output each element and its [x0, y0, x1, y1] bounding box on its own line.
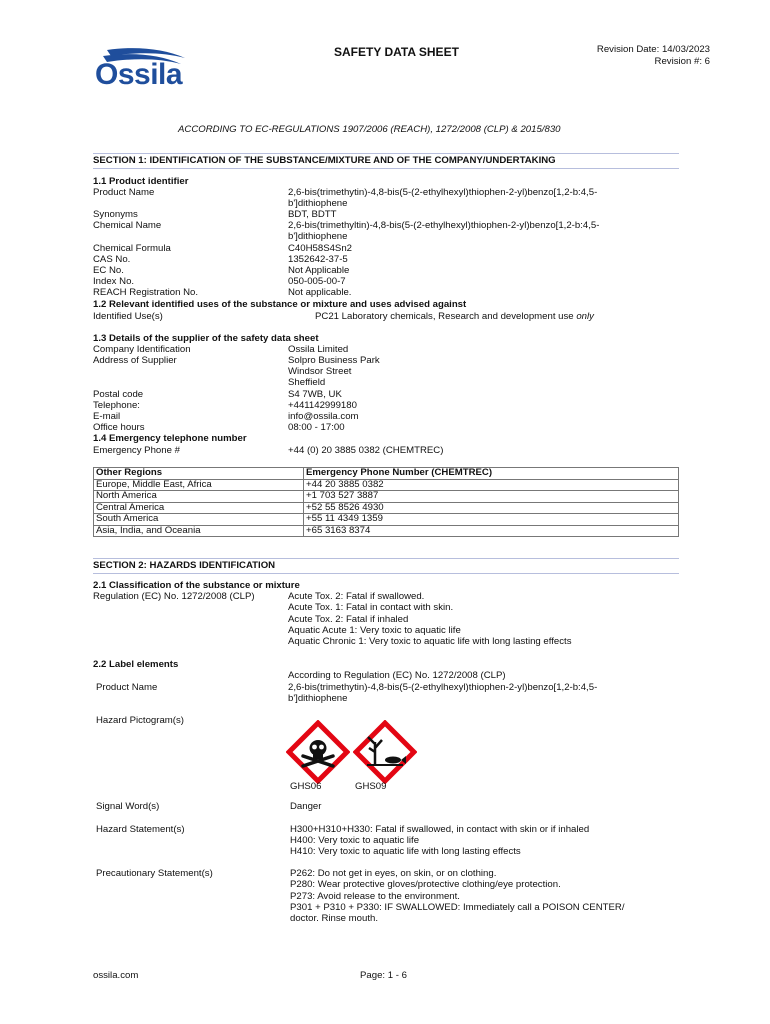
- table-cell: +52 55 8526 4930: [304, 502, 679, 514]
- email-label: E-mail: [93, 411, 121, 422]
- hazard-line: H300+H310+H330: Fatal if swallowed, in contact with skin or if inhaled: [290, 824, 590, 835]
- chemical-name-row: [93, 220, 683, 231]
- address-line: Windsor Street: [288, 366, 352, 377]
- address-label: Address of Supplier: [93, 355, 177, 366]
- footer-site-link[interactable]: ossila.com: [93, 970, 139, 981]
- hours-label: Office hours: [93, 422, 145, 433]
- label-product-name-label: Product Name: [96, 682, 158, 693]
- subheading-2-1: 2.1 Classification of the substance or mixture: [93, 580, 300, 591]
- footer-page-number: Page: 1 - 6: [360, 970, 407, 981]
- synonyms-label: Synonyms: [93, 209, 138, 220]
- label-product-name-value: 2,6-bis(trimethytin)-4,8-bis(5-(2-ethylhexyl)thiophen-2-yl)benzo[1,2-b:4,5-: [288, 682, 598, 693]
- product-name-label: Product Name: [93, 187, 155, 198]
- chemical-name-label: Chemical Name: [93, 220, 162, 231]
- chemical-name-value: 2,6-bis(trimethyltin)-4,8-bis(5-(2-ethylhexyl)thiophen-2-yl)benzo[1,2-b:4,5-: [288, 220, 600, 231]
- index-value: 050-005-00-7: [288, 276, 346, 287]
- formula-label: Chemical Formula: [93, 243, 171, 254]
- subheading-1-3: 1.3 Details of the supplier of the safety data sheet: [93, 333, 319, 344]
- product-name-row: [93, 187, 683, 198]
- postal-value: S4 7WB, UK: [288, 389, 342, 400]
- according-line: According to Regulation (EC) No. 1272/2008 (CLP): [288, 670, 506, 681]
- label-product-name-value-cont: b']dithiophene: [288, 693, 348, 704]
- table-cell: Europe, Middle East, Africa: [94, 479, 304, 491]
- address-line: Solpro Business Park: [288, 355, 380, 366]
- cas-label: CAS No.: [93, 254, 131, 265]
- index-label: Index No.: [93, 276, 135, 287]
- table-cell: Asia, India, and Oceania: [94, 525, 304, 537]
- table-cell: +44 20 3885 0382: [304, 479, 679, 491]
- logo-wordmark: Ossila: [95, 58, 183, 91]
- hours-value: 08:00 - 17:00: [288, 422, 345, 433]
- phone-row: [93, 400, 683, 411]
- section1-title: SECTION 1: IDENTIFICATION OF THE SUBSTANCE/MIXTURE AND OF THE COMPANY/UNDERTAKING: [93, 155, 556, 166]
- table-cell: +55 11 4349 1359: [304, 514, 679, 526]
- table-row: [94, 491, 679, 503]
- uses-label: Identified Use(s): [93, 311, 163, 322]
- ec-label: EC No.: [93, 265, 124, 276]
- revision-number: Revision #: 6: [654, 56, 710, 67]
- emergency-table: [93, 467, 679, 537]
- uses-value-emphasis: only: [576, 311, 594, 322]
- uses-value-wrap: [315, 311, 594, 322]
- formula-row: [93, 243, 683, 254]
- pictogram-label: Hazard Pictogram(s): [96, 715, 184, 726]
- regulation-label: Regulation (EC) No. 1272/2008 (CLP): [93, 591, 255, 602]
- cas-value: 1352642-37-5: [288, 254, 348, 265]
- table-cell: +65 3163 8374: [304, 525, 679, 537]
- precaution-line: P262: Do not get in eyes, on skin, or on clothing.: [290, 868, 497, 879]
- ec-row: [93, 265, 683, 276]
- classification-line: Aquatic Acute 1: Very toxic to aquatic life: [288, 625, 461, 636]
- subheading-1-4: 1.4 Emergency telephone number: [93, 433, 247, 444]
- signal-value: Danger: [290, 801, 322, 812]
- company-label: Company Identification: [93, 344, 191, 355]
- classification-line: Acute Tox. 2: Fatal if inhaled: [288, 614, 409, 625]
- postal-row: [93, 389, 683, 400]
- uses-value: PC21 Laboratory chemicals, Research and development use: [315, 311, 577, 322]
- phone-label: Telephone:: [93, 400, 140, 411]
- formula-value: C40H58S4Sn2: [288, 243, 353, 254]
- ec-value: Not Applicable: [288, 265, 350, 276]
- table-header: Emergency Phone Number (CHEMTREC): [304, 468, 679, 480]
- table-cell: North America: [94, 491, 304, 503]
- postal-label: Postal code: [93, 389, 144, 400]
- table-cell: South America: [94, 514, 304, 526]
- company-value: Ossila Limited: [288, 344, 349, 355]
- cas-row: [93, 254, 683, 265]
- classification-line: Acute Tox. 1: Fatal in contact with skin.: [288, 602, 454, 613]
- synonyms-row: [93, 209, 683, 220]
- subheading-1-2: 1.2 Relevant identified uses of the substance or mixture and uses advised against: [93, 299, 467, 310]
- uses-row: [93, 311, 683, 322]
- pictogram-code: GHS06: [290, 781, 322, 792]
- table-cell: Central America: [94, 502, 304, 514]
- reach-value: Not applicable.: [288, 287, 352, 298]
- table-cell: +1 703 527 3887: [304, 491, 679, 503]
- hazard-line: H400: Very toxic to aquatic life: [290, 835, 420, 846]
- phone-value: +441142999180: [288, 400, 357, 411]
- emergency-value: +44 (0) 20 3885 0382 (CHEMTREC): [288, 445, 444, 456]
- table-row: [94, 514, 679, 526]
- classification-line: Aquatic Chronic 1: Very toxic to aquatic life with long lasting effects: [288, 636, 572, 647]
- section2-title: SECTION 2: HAZARDS IDENTIFICATION: [93, 560, 276, 571]
- chemical-name-value-cont: b']dithiophene: [288, 231, 348, 242]
- table-row: [94, 525, 679, 537]
- email-link[interactable]: info@ossila.com: [288, 411, 359, 422]
- ghs09-environment-icon: [353, 720, 417, 784]
- reach-label: REACH Registration No.: [93, 287, 199, 298]
- precaution-line: P280: Wear protective gloves/protective clothing/eye protection.: [290, 879, 561, 890]
- emergency-row: [93, 445, 683, 456]
- product-name-value-cont: b']dithiophene: [288, 198, 348, 209]
- index-row: [93, 276, 683, 287]
- revision-date: Revision Date: 14/03/2023: [596, 44, 710, 55]
- hazard-line: H410: Very toxic to aquatic life with long lasting effects: [290, 846, 521, 857]
- subheading-2-2: 2.2 Label elements: [93, 659, 179, 670]
- document-title: SAFETY DATA SHEET: [334, 45, 459, 59]
- company-row: [93, 344, 683, 355]
- table-header-row: [94, 468, 679, 480]
- email-row: [93, 411, 683, 422]
- ghs06-skull-icon: [286, 720, 350, 784]
- table-row: [94, 479, 679, 491]
- pictogram-code: GHS09: [355, 781, 387, 792]
- precaution-line: doctor. Rinse mouth.: [290, 913, 378, 924]
- hours-row: [93, 422, 683, 433]
- precaution-line: P273: Avoid release to the environment.: [290, 891, 460, 902]
- precaution-line: P301 + P310 + P330: IF SWALLOWED: Immediately call a POISON CENTER/: [290, 902, 625, 913]
- product-name-value: 2,6-bis(trimethytin)-4,8-bis(5-(2-ethylhexyl)thiophen-2-yl)benzo[1,2-b:4,5-: [288, 187, 598, 198]
- subheading-1-1: 1.1 Product identifier: [93, 176, 189, 187]
- table-header: Other Regions: [94, 468, 304, 480]
- reach-row: [93, 287, 683, 298]
- regulations-line: ACCORDING TO EC-REGULATIONS 1907/2006 (REACH), 1272/2008 (CLP) & 2015/830: [178, 124, 561, 135]
- table-row: [94, 502, 679, 514]
- signal-label: Signal Word(s): [96, 801, 160, 812]
- precaution-label: Precautionary Statement(s): [96, 868, 213, 879]
- classification-line: Acute Tox. 2: Fatal if swallowed.: [288, 591, 425, 602]
- address-line: Sheffield: [288, 377, 326, 388]
- emergency-label: Emergency Phone #: [93, 445, 180, 456]
- ossila-logo: [93, 44, 203, 94]
- synonyms-value: BDT, BDTT: [288, 209, 337, 220]
- hazard-label: Hazard Statement(s): [96, 824, 185, 835]
- address-row: [93, 355, 683, 366]
